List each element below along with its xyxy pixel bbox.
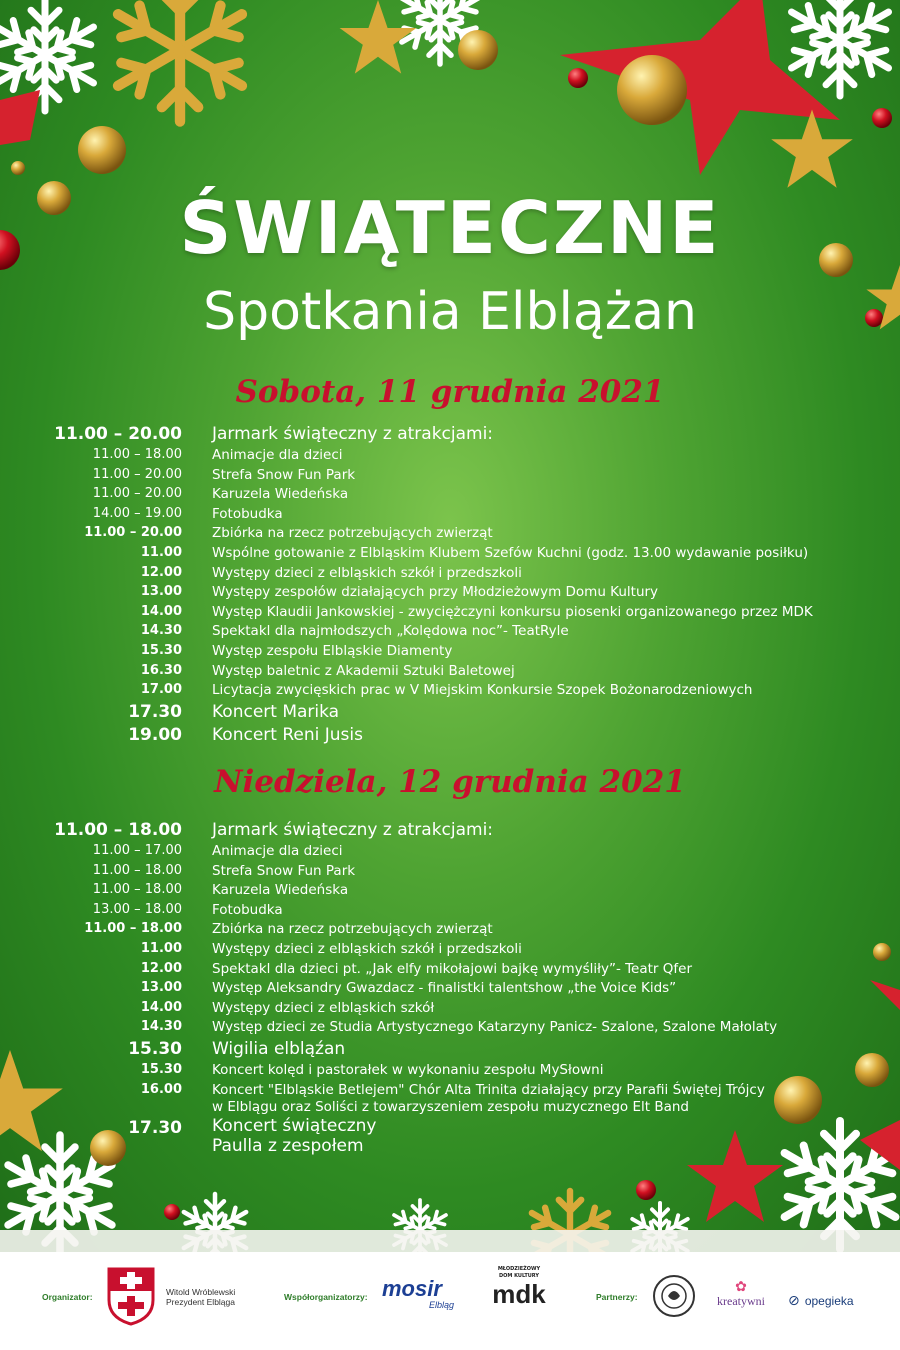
event-time: 11.00 – 18.00 [92, 882, 182, 898]
event-time: 11.00 – 20.00 [84, 525, 182, 541]
schedule-row [0, 604, 900, 624]
schedule-row [0, 525, 900, 545]
event-description-line: Występ Aleksandry Gwazdacz - finalistki talentshow „the Voice Kids” [212, 980, 677, 997]
event-description-line: Spektakl dla dzieci pt. „Jak elfy mikołajowi bajkę wymyśliły”- Teatr Qfer [212, 960, 693, 977]
schedule-row [0, 1082, 900, 1118]
event-description-line: Paulla z zespołem [212, 1135, 364, 1156]
event-time: 16.00 [140, 1081, 182, 1097]
event-description [212, 820, 493, 840]
event-time: 14.30 [140, 623, 182, 639]
bauble-icon [164, 1204, 180, 1220]
event-description-line: Koncert "Elbląskie Betlejem" Chór Alta Trinita działający przy Parafii Świętej Trójcy [212, 1081, 765, 1098]
event-time: 11.00 – 18.00 [54, 820, 182, 840]
schedule-row [0, 584, 900, 604]
schedule-row [0, 863, 900, 883]
event-description [212, 921, 493, 937]
schedule-row [0, 980, 900, 1000]
event-description-line: Zbiórka na rzecz potrzebujących zwierząt [212, 921, 493, 938]
event-description [212, 1082, 765, 1116]
kreatywni-flower-icon: ✿ [735, 1279, 747, 1295]
schedule-row [0, 1000, 900, 1020]
event-description-line: Koncert kolęd i pastorałek w wykonaniu zespołu MySłowni [212, 1061, 604, 1078]
event-description-line: Występ Klaudii Jankowskiej - zwyciężczyni konkursu piosenki organizowanego przez MDK [212, 603, 813, 620]
event-time: 19.00 [128, 724, 182, 745]
mdk-logo [486, 1266, 552, 1322]
organizer-title-line: Prezydent Elbląga [166, 1297, 235, 1307]
event-description [212, 506, 283, 522]
opegieka-logo [788, 1290, 854, 1309]
event-description-line: Koncert Reni Jusis [212, 724, 363, 745]
poster-title: ŚWIĄTECZNE [179, 186, 721, 270]
event-time: 13.00 – 18.00 [92, 901, 182, 917]
bauble-icon [872, 108, 892, 128]
schedule-row [0, 820, 900, 843]
event-description-line: Koncert Marika [212, 701, 340, 722]
event-description [212, 424, 493, 444]
event-time: 14.00 [140, 603, 182, 619]
schedule-row [0, 702, 900, 725]
event-time: 11.00 [140, 940, 182, 956]
opegieka-logo-text: opegieka [804, 1294, 854, 1308]
event-time: 11.00 – 20.00 [54, 424, 182, 444]
gold-snowflake-icon [109, 0, 251, 122]
event-description-line: Występy dzieci z elbląskich szkół [212, 999, 435, 1016]
event-description-line: Wspólne gotowanie z Elbląskim Klubem Szefów Kuchni (godz. 13.00 wydawanie posiłku) [212, 544, 809, 561]
mdk-logo-text: mdk [492, 1279, 546, 1309]
schedule-row [0, 486, 900, 506]
day-heading-sunday: Niedziela, 12 grudnia 2021 [214, 764, 686, 800]
event-description-line: Strefa Snow Fun Park [212, 862, 356, 879]
event-description [212, 725, 363, 745]
event-time: 11.00 [140, 544, 182, 560]
event-description [212, 863, 355, 879]
event-time: 17.30 [128, 1117, 182, 1138]
event-description [212, 447, 343, 463]
chefs-club-logo [652, 1274, 696, 1318]
organizer-name [166, 1287, 235, 1307]
kreatywni-logo-text: kreatywni [717, 1294, 765, 1308]
mdk-logo-top: MŁODZIEŻOWY DOM KULTURY [497, 1266, 541, 1279]
organizer-name-line: Witold Wróblewski [166, 1287, 236, 1297]
event-description [212, 882, 348, 898]
event-description-line: Zbiórka na rzecz potrzebujących zwierząt [212, 525, 493, 542]
elblag-crest-logo [106, 1266, 156, 1326]
event-description [212, 604, 813, 620]
event-description [212, 1062, 603, 1078]
schedule-row [0, 663, 900, 683]
event-description [212, 682, 752, 698]
schedule-row [0, 447, 900, 467]
event-description-line: Występy zespołów działających przy Młodzieżowym Domu Kultury [212, 584, 659, 601]
event-description-line: Animacje dla dzieci [212, 447, 343, 463]
schedule-row [0, 424, 900, 447]
event-description [212, 702, 339, 722]
event-description-line: Jarmark świąteczny z atrakcjami: [212, 820, 494, 840]
mosir-logo [382, 1278, 454, 1318]
schedule-sunday [0, 820, 900, 1162]
event-description-line: Występ dzieci ze Studia Artystycznego Katarzyny Panicz- Szalone, Szalone Małolaty [212, 1019, 778, 1036]
co-organizers-label: Współorganizatorzy: [284, 1292, 368, 1302]
schedule-row [0, 506, 900, 526]
schedule-row [0, 941, 900, 961]
event-time: 12.00 [140, 960, 182, 976]
event-description [212, 980, 676, 996]
snowflake-icon [785, 0, 896, 96]
event-time: 15.30 [140, 1061, 182, 1077]
event-description-line: Strefa Snow Fun Park [212, 466, 356, 483]
event-description-line: Występ zespołu Elbląskie Diamenty [212, 642, 453, 659]
event-description-line: Karuzela Wiedeńska [212, 882, 349, 899]
event-description [212, 565, 522, 581]
event-time: 11.00 – 18.00 [92, 862, 182, 878]
event-description [212, 643, 452, 659]
event-description-line: Spektakl dla najmłodszych „Kolędowa noc”- TeatRyle [212, 623, 569, 640]
schedule-row [0, 545, 900, 565]
sponsor-footer [0, 1252, 900, 1350]
event-time: 13.00 [140, 980, 182, 996]
poster-subtitle: Spotkania Elblążan [203, 282, 697, 342]
schedule-row [0, 682, 900, 702]
schedule-row [0, 1062, 900, 1082]
event-description [212, 902, 283, 918]
schedule-saturday [0, 424, 900, 748]
event-description [212, 1039, 345, 1059]
event-description [212, 545, 808, 561]
event-time: 14.00 – 19.00 [92, 505, 182, 521]
event-time: 11.00 – 20.00 [92, 466, 182, 482]
star-icon [771, 110, 853, 188]
event-description [212, 961, 692, 977]
event-description [212, 843, 343, 859]
kreatywni-logo [712, 1280, 770, 1309]
event-description-line: Fotobudka [212, 505, 283, 522]
event-description [212, 1019, 777, 1035]
schedule-row [0, 921, 900, 941]
event-description-line: Fotobudka [212, 901, 283, 918]
event-description [212, 467, 355, 483]
event-time: 15.30 [140, 642, 182, 658]
event-description-line: Występy dzieci z elbląskich szkół i przedszkoli [212, 564, 522, 581]
event-description [212, 584, 658, 600]
event-description-line: Występ baletnic z Akademii Sztuki Baletowej [212, 662, 515, 679]
event-description [212, 525, 493, 541]
event-time: 13.00 [140, 584, 182, 600]
event-description [212, 623, 569, 639]
event-description [212, 1115, 377, 1156]
schedule-row [0, 1019, 900, 1039]
schedule-row [0, 902, 900, 922]
schedule-row [0, 961, 900, 981]
bauble-icon [617, 55, 687, 125]
bauble-icon [568, 68, 588, 88]
opegieka-swirl-icon: ⊘ [788, 1293, 800, 1309]
schedule-row [0, 882, 900, 902]
bauble-icon [11, 161, 25, 175]
event-description-line: Wigilia elbląźan [212, 1038, 346, 1059]
event-description [212, 1000, 434, 1016]
event-time: 17.30 [128, 701, 182, 722]
schedule-row [0, 643, 900, 663]
event-description [212, 486, 348, 502]
schedule-row [0, 843, 900, 863]
event-description-line: Jarmark świąteczny z atrakcjami: [212, 424, 494, 444]
event-description-line: Licytacja zwycięskich prac w V Miejskim Konkursie Szopek Bożonarodzeniowych [212, 682, 753, 699]
schedule-row [0, 623, 900, 643]
event-description-line: Występy dzieci z elbląskich szkół i przedszkoli [212, 940, 522, 957]
schedule-row [0, 1115, 900, 1162]
event-description [212, 941, 522, 957]
event-time: 16.30 [140, 662, 182, 678]
schedule-row [0, 725, 900, 748]
event-description-line: Koncert świąteczny [212, 1115, 377, 1136]
event-description [212, 663, 515, 679]
mosir-logo-sub: Elbląg [428, 1300, 454, 1310]
event-time: 14.00 [140, 999, 182, 1015]
event-description-line: w Elblągu oraz Soliści z towarzyszeniem zespołu muzycznego Elt Band [212, 1098, 689, 1115]
bauble-icon [78, 126, 126, 174]
bauble-icon [636, 1180, 656, 1200]
organizer-label: Organizator: [42, 1292, 93, 1302]
mosir-logo-text: mosir [382, 1276, 442, 1301]
day-heading-saturday: Sobota, 11 grudnia 2021 [235, 374, 665, 410]
event-description-line: Animacje dla dzieci [212, 843, 343, 859]
schedule-row [0, 467, 900, 487]
event-time: 11.00 – 17.00 [92, 843, 182, 858]
schedule-row [0, 565, 900, 585]
schedule-row [0, 1039, 900, 1062]
partners-label: Partnerzy: [596, 1292, 638, 1302]
event-time: 12.00 [140, 564, 182, 580]
event-time: 11.00 – 18.00 [92, 447, 182, 462]
event-time: 14.30 [140, 1019, 182, 1035]
event-description-line: Karuzela Wiedeńska [212, 486, 349, 503]
event-time: 11.00 – 18.00 [84, 921, 182, 937]
event-time: 15.30 [128, 1038, 182, 1059]
event-time: 17.00 [140, 682, 182, 698]
snowflake-icon [0, 0, 100, 111]
event-time: 11.00 – 20.00 [92, 486, 182, 502]
bauble-icon [458, 30, 498, 70]
